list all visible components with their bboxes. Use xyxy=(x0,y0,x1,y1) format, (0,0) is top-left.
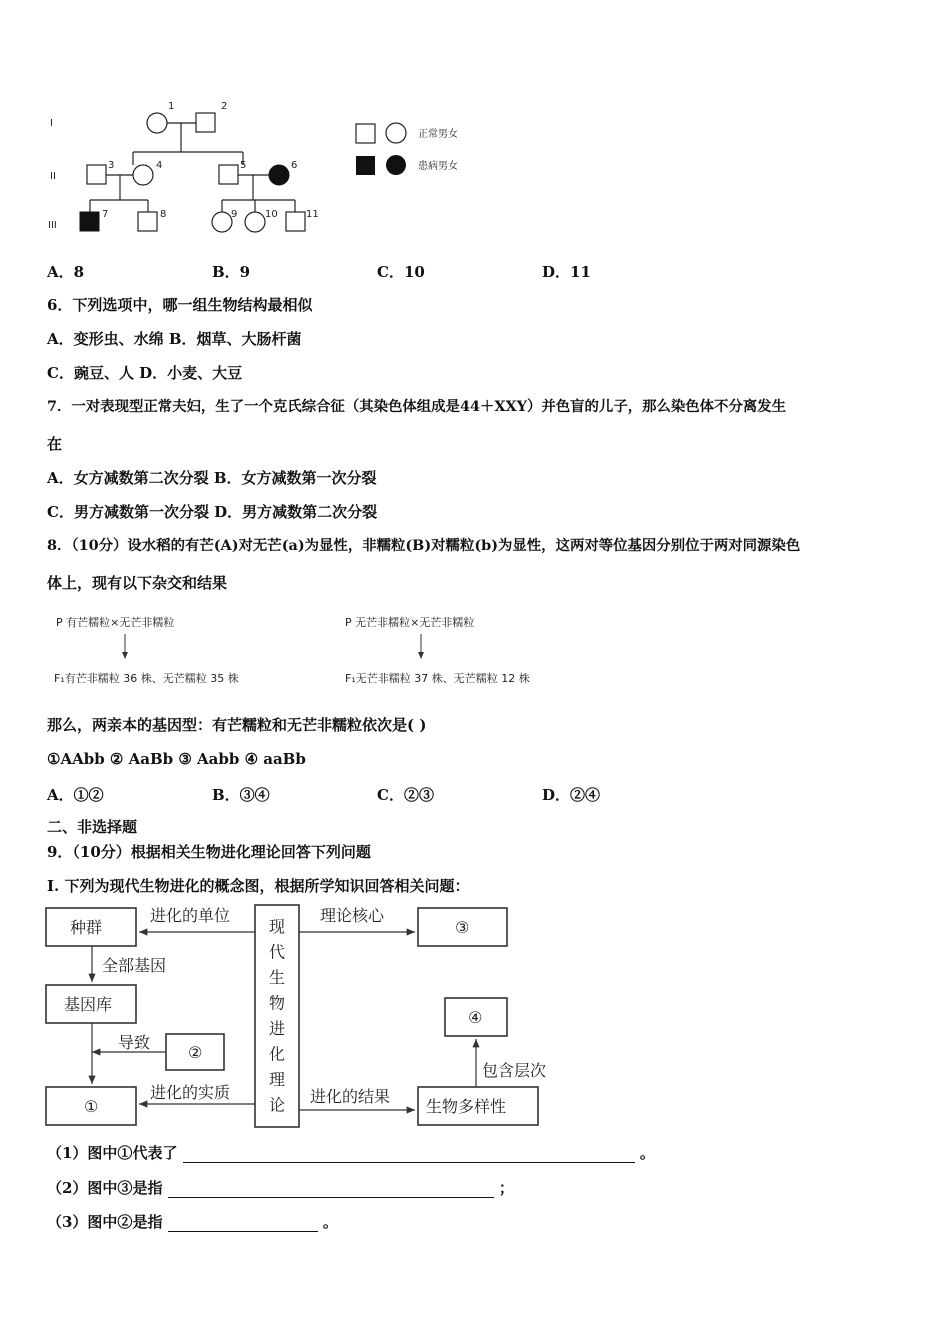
q7-options-line1: A．女方减数第二次分裂 B．女方减数第一次分裂 xyxy=(47,469,377,487)
label-circle4: ④ xyxy=(468,1008,483,1027)
individual-number: 4 xyxy=(156,160,163,171)
cross2-parents: P 无芒非糯粒×无芒非糯粒 xyxy=(345,616,475,629)
q9-sub3-blank[interactable] xyxy=(168,1215,318,1232)
q9-sub2 xyxy=(47,1178,514,1198)
q9-sub1-end: 。 xyxy=(639,1144,655,1162)
q8-choices: ①AAbb ② AaBb ③ Aabb ④ aaBb xyxy=(47,750,306,768)
individual-number: 8 xyxy=(160,209,167,220)
individual-number: 5 xyxy=(240,160,247,171)
individual-number: 11 xyxy=(306,209,319,220)
q7-stem: 7．一对表现型正常夫妇，生了一个克氏综合征（其染色体组成是44＋XXY）并色盲的儿子，那么染色体不分离发生 xyxy=(47,398,787,415)
q5-option-a: A．8 xyxy=(47,263,85,281)
legend-affected: 患病男女 xyxy=(418,161,458,172)
legend-normal: 正常男女 xyxy=(418,129,458,140)
q9-sub1 xyxy=(47,1143,655,1163)
label-biodiversity: 生物多样性 xyxy=(426,1097,507,1116)
q8-option-d: D．②④ xyxy=(542,786,601,804)
label-gene-pool: 基因库 xyxy=(64,995,113,1014)
label-circle3: ③ xyxy=(455,918,470,937)
label-essence: 进化的实质 xyxy=(150,1083,231,1102)
individual-number: 2 xyxy=(221,101,228,112)
q6-options-line2: C．豌豆、人 D．小麦、大豆 xyxy=(47,364,243,382)
q5-option-c: C．10 xyxy=(377,263,425,281)
q8-option-b: B．③④ xyxy=(212,786,270,804)
label-circle2: ② xyxy=(188,1043,203,1062)
q7-options-line2: C．男方减数第一次分裂 D．男方减数第二次分裂 xyxy=(47,503,378,521)
individual-number: 10 xyxy=(265,209,278,220)
q9-stem: 9．（10分）根据相关生物进化理论回答下列问题 xyxy=(47,843,371,861)
label-core: 理论核心 xyxy=(320,906,385,925)
individual-number: 1 xyxy=(168,101,175,112)
cross2-arrow xyxy=(416,634,426,660)
q9-sub1-text: （1）图中①代表了 xyxy=(47,1144,178,1162)
q9-sub3-end: 。 xyxy=(322,1213,338,1231)
q8-option-a: A．①② xyxy=(47,786,104,804)
pedigree-chart xyxy=(40,95,500,245)
q8-question: 那么，两亲本的基因型：有芒糯粒和无芒非糯粒依次是( ) xyxy=(47,716,427,734)
label-result: 进化的结果 xyxy=(310,1087,391,1106)
section-heading: 二、非选择题 xyxy=(47,818,138,836)
q5-option-d: D．11 xyxy=(542,263,591,281)
gen-label-3: III xyxy=(48,220,57,231)
q8-stem: 8．（10分）设水稻的有芒(A)对无芒(a)为显性，非糯粒(B)对糯粒(b)为显性，这两对等位基因分别位于两对同源染色 xyxy=(47,537,801,554)
q7-stem-cont: 在 xyxy=(47,435,63,453)
q6-options-line1: A．变形虫、水绵 B．烟草、大肠杆菌 xyxy=(47,330,302,348)
q8-stem-cont: 体上，现有以下杂交和结果 xyxy=(47,574,228,592)
q8-option-c: C．②③ xyxy=(377,786,434,804)
q9-sub1-blank[interactable] xyxy=(183,1146,635,1163)
label-lead-to: 导致 xyxy=(118,1033,151,1052)
label-unit: 进化的单位 xyxy=(150,906,231,925)
gen-label-1: I xyxy=(50,118,53,129)
cross1-offspring: F₁有芒非糯粒 36 株、无芒糯粒 35 株 xyxy=(54,672,239,685)
concept-map xyxy=(40,900,547,1132)
gen-label-2: II xyxy=(50,171,56,182)
q9-sub2-blank[interactable] xyxy=(168,1181,494,1198)
cross2-offspring: F₁无芒非糯粒 37 株、无芒糯粒 12 株 xyxy=(345,672,530,685)
q9-sub2-text: （2）图中③是指 xyxy=(47,1179,163,1197)
cross1-arrow xyxy=(120,634,130,660)
q5-option-b: B．9 xyxy=(212,263,251,281)
individual-number: 9 xyxy=(231,209,238,220)
label-all-genes: 全部基因 xyxy=(102,956,167,975)
q9-part1: I. 下列为现代生物进化的概念图，根据所学知识回答相关问题： xyxy=(47,877,470,895)
q9-sub3 xyxy=(47,1212,338,1232)
label-center: 现代生物进化理论 xyxy=(268,917,286,1115)
label-population: 种群 xyxy=(70,918,103,937)
cross1-parents: P 有芒糯粒×无芒非糯粒 xyxy=(56,616,175,629)
individual-number: 6 xyxy=(291,160,298,171)
label-levels: 包含层次 xyxy=(482,1061,547,1080)
q9-sub2-end: ； xyxy=(498,1179,514,1197)
q6-stem: 6．下列选项中，哪一组生物结构最相似 xyxy=(47,296,313,314)
label-circle1: ① xyxy=(84,1097,99,1116)
individual-number: 3 xyxy=(108,160,115,171)
box-center xyxy=(255,905,299,1127)
q9-sub3-text: （3）图中②是指 xyxy=(47,1213,163,1231)
individual-number: 7 xyxy=(102,209,109,220)
